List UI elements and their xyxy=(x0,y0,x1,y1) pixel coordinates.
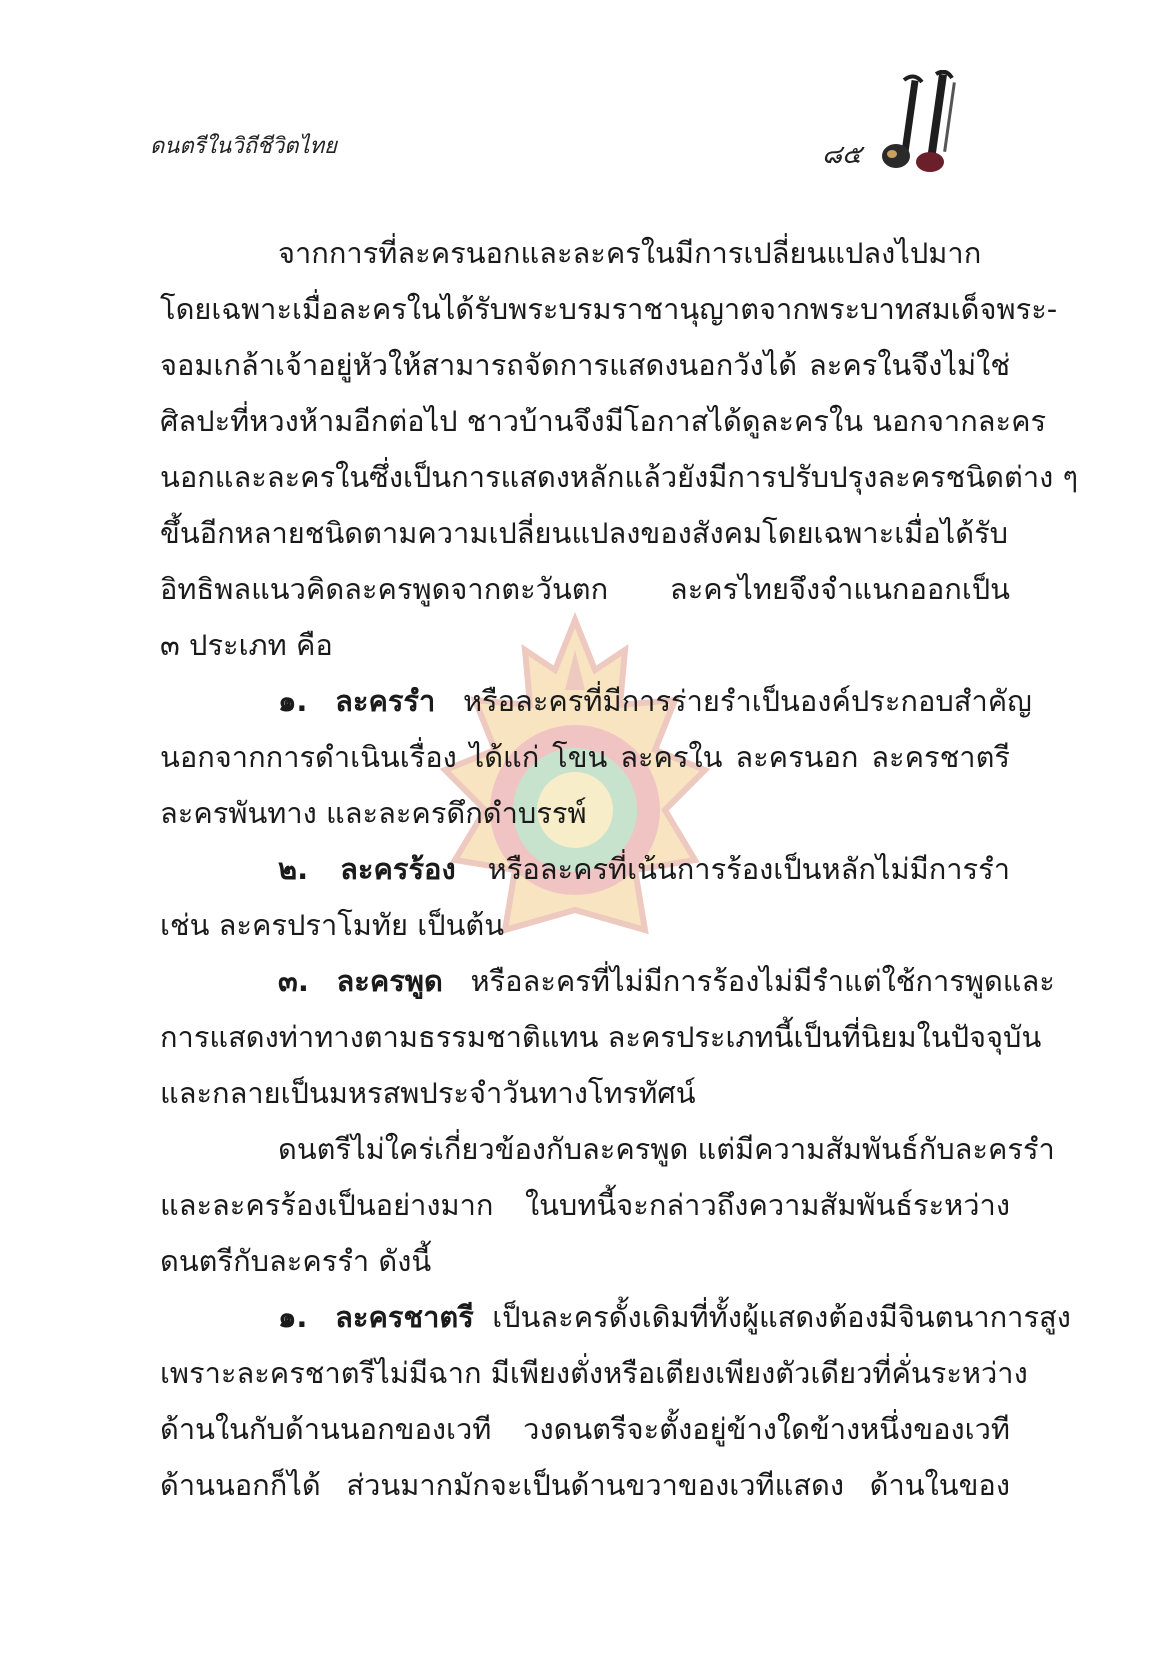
text-line: นอกและละครในซึ่งเป็นการแสดงหลักแล้วยังมีการปรับปรุงละครชนิดต่าง ๆ xyxy=(160,460,1079,494)
item-description: หรือละครที่เน้นการร้องเป็นหลักไม่มีการรำ xyxy=(487,852,1010,886)
text-line: เพราะละครชาตรีไม่มีฉาก มีเพียงตั่งหรือเตียงเพียงตัวเดียวที่คั่นระหว่าง xyxy=(160,1356,1028,1390)
text-line: นอกจากการดำเนินเรื่อง ได้แก่ โขน ละครใน ละครนอก ละครชาตรี xyxy=(160,740,1010,774)
text-line: ศิลปะที่หวงห้ามอีกต่อไป ชาวบ้านจึงมีโอกาสได้ดูละครใน นอกจากละคร xyxy=(160,404,1047,438)
item-description: เป็นละครดั้งเดิมที่ทั้งผู้แสดงต้องมีจินตนาการสูง xyxy=(492,1300,1071,1334)
text-line: ดนตรีไม่ใคร่เกี่ยวข้องกับละครพูด แต่มีความสัมพันธ์กับละครรำ xyxy=(278,1132,1055,1166)
page-body xyxy=(160,225,1079,1513)
item-number: ๑. xyxy=(278,1300,308,1334)
text-line: ๓ ประเภท คือ xyxy=(160,628,333,662)
text-line: ละครพันทาง และละครดึกดำบรรพ์ xyxy=(160,796,587,830)
text-line: ด้านในกับด้านนอกของเวที วงดนตรีจะตั้งอยู่ข้างใดข้างหนึ่งของเวที xyxy=(160,1412,1010,1446)
text-line: ดนตรีกับละครรำ ดังนี้ xyxy=(160,1244,432,1278)
text-line: ขึ้นอีกหลายชนิดตามความเปลี่ยนแปลงของสังคมโดยเฉพาะเมื่อได้รับ xyxy=(160,516,1009,550)
item-number: ๓. xyxy=(278,964,309,998)
text-line: และกลายเป็นมหรสพประจำวันทางโทรทัศน์ xyxy=(160,1076,696,1110)
item-number: ๑. xyxy=(278,684,308,718)
item-term: ละครชาตรี xyxy=(335,1300,474,1334)
text-line: โดยเฉพาะเมื่อละครในได้รับพระบรมราชานุญาตจากพระบาทสมเด็จพระ- xyxy=(160,292,1058,326)
thai-fiddle-icon xyxy=(878,70,978,180)
item-number: ๒. xyxy=(278,852,309,886)
text-line: ด้านนอกก็ได้ ส่วนมากมักจะเป็นด้านขวาของเวทีแสดง ด้านในของ xyxy=(160,1468,1010,1502)
item-term: ละครรำ xyxy=(335,684,436,718)
list-item-heading xyxy=(160,841,1010,897)
list-item-heading xyxy=(160,1289,1071,1345)
book-title-header: ดนตรีในวิถีชีวิตไทย xyxy=(150,134,337,159)
item-term: ละครพูด xyxy=(336,964,443,998)
text-line: จากการที่ละครนอกและละครในมีการเปลี่ยนแปลงไปมาก xyxy=(278,236,982,270)
text-line: และละครร้องเป็นอย่างมาก ในบทนี้จะกล่าวถึงความสัมพันธ์ระหว่าง xyxy=(160,1188,1010,1222)
item-term: ละครร้อง xyxy=(340,852,456,886)
list-item-heading xyxy=(160,953,1055,1009)
page-number: ๘๕ xyxy=(822,140,862,170)
item-description: หรือละครที่ไม่มีการร้องไม่มีรำแต่ใช้การพูดและ xyxy=(470,964,1055,998)
item-description: หรือละครที่มีการร่ายรำเป็นองค์ประกอบสำคัญ xyxy=(462,684,1032,718)
text-line: อิทธิพลแนวคิดละครพูดจากตะวันตก ละครไทยจึงจำแนกออกเป็น xyxy=(160,572,1010,606)
list-item-heading xyxy=(160,673,1032,729)
text-line: การแสดงท่าทางตามธรรมชาติแทน ละครประเภทนี้เป็นที่นิยมในปัจจุบัน xyxy=(160,1020,1042,1054)
text-line: จอมเกล้าเจ้าอยู่หัวให้สามารถจัดการแสดงนอกวังได้ ละครในจึงไม่ใช่ xyxy=(160,348,1010,382)
text-line: เช่น ละครปราโมทัย เป็นต้น xyxy=(160,908,505,942)
